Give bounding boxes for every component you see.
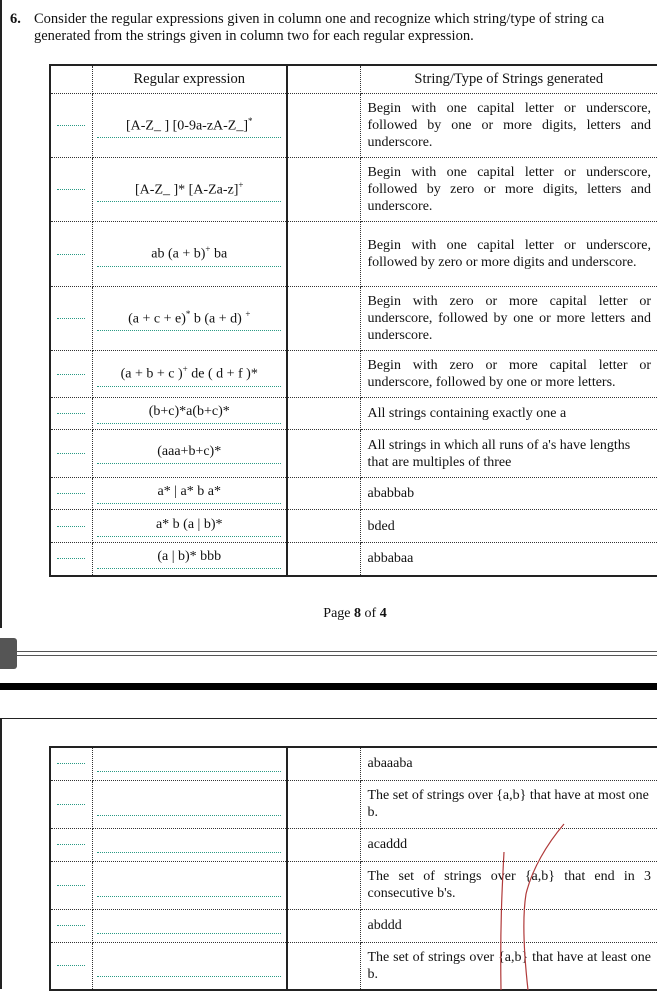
answer-blank-short[interactable] [57, 804, 85, 805]
exam-page-lower [0, 718, 657, 989]
answer-blank-short[interactable] [57, 925, 85, 926]
blank-cell [287, 287, 360, 351]
table-row [50, 510, 657, 543]
answer-blank-short[interactable] [57, 125, 85, 126]
blank-cell [287, 909, 360, 942]
answer-blank-long[interactable] [97, 463, 281, 464]
description-cell: bded [360, 510, 657, 543]
description-cell: ababbab [360, 478, 657, 510]
answer-blank-short[interactable] [57, 189, 85, 190]
regex-cell: [A-Z_ ]* [A-Za-z]+ [92, 158, 287, 222]
answer-blank-long[interactable] [97, 536, 281, 537]
description-cell: Begin with zero or more capital letter or underscore, followed by one or more letters and underscore. [360, 287, 657, 351]
regex-cell: (aaa+b+c)* [92, 430, 287, 478]
description-cell: Begin with zero or more capital letter or underscore, followed by one or more letters. [360, 351, 657, 398]
table-row [50, 351, 657, 398]
table-row [50, 828, 657, 861]
answer-blank-long[interactable] [97, 815, 281, 816]
regex-table [49, 64, 657, 577]
answer-blank-short[interactable] [57, 413, 85, 414]
answer-blank-short[interactable] [57, 965, 85, 966]
question-text-line2: generated from the strings given in column two for each regular expression. [34, 28, 474, 44]
answer-blank-long[interactable] [97, 201, 281, 202]
blank-cell [287, 543, 360, 576]
answer-blank-short[interactable] [57, 374, 85, 375]
answer-blank-short[interactable] [57, 526, 85, 527]
page-tab-handle[interactable] [0, 638, 17, 669]
page-divider-thin [17, 651, 657, 652]
answer-blank-short[interactable] [57, 558, 85, 559]
table-row [50, 222, 657, 287]
blank-cell [287, 510, 360, 543]
question-6 [10, 11, 657, 45]
table-row [50, 747, 657, 780]
description-cell: The set of strings over {a,b} that end in 3 consecutive b's. [360, 861, 657, 909]
table-row [50, 543, 657, 576]
blank-cell [287, 351, 360, 398]
answer-blank-short[interactable] [57, 493, 85, 494]
description-cell: The set of strings over {a,b} that have at least one b. [360, 942, 657, 990]
table-row [50, 909, 657, 942]
table-row [50, 861, 657, 909]
blank-cell [287, 94, 360, 158]
answer-blank-long[interactable] [97, 568, 281, 569]
regex-cell: (a + b + c )+ de ( d + f )* [92, 351, 287, 398]
table-row [50, 94, 657, 158]
answer-blank-short[interactable] [57, 254, 85, 255]
regex-cell: (b+c)*a(b+c)* [92, 398, 287, 430]
table-row [50, 942, 657, 990]
blank-cell [287, 158, 360, 222]
answer-blank-long[interactable] [97, 933, 281, 934]
description-cell: abaaaba [360, 747, 657, 780]
description-cell: Begin with one capital letter or underscore, followed by one or more digits, letters and underscore. [360, 94, 657, 158]
question-text-line1: Consider the regular expressions given in column one and recognize which string/type of string ca [34, 11, 605, 27]
regex-cell: a* b (a | b)* [92, 510, 287, 543]
regex-table-continued [49, 746, 657, 991]
table-row [50, 287, 657, 351]
regex-cell: [A-Z_ ] [0-9a-zA-Z_]* [92, 94, 287, 158]
table-header-row [50, 65, 657, 94]
answer-blank-short[interactable] [57, 453, 85, 454]
description-cell: All strings in which all runs of a's have lengths that are multiples of three [360, 430, 657, 478]
blank-cell [287, 478, 360, 510]
answer-blank-long[interactable] [97, 137, 281, 138]
table-row [50, 478, 657, 510]
answer-blank-long[interactable] [97, 976, 281, 977]
answer-blank-long[interactable] [97, 386, 281, 387]
header-regex: Regular expression [92, 65, 287, 94]
regex-cell: a* | a* b a* [92, 478, 287, 510]
page-number: Page 8 of 4 [323, 606, 387, 621]
table-row [50, 158, 657, 222]
description-cell: Begin with one capital letter or underscore, followed by zero or more digits, letters and underscore. [360, 158, 657, 222]
answer-blank-long[interactable] [97, 896, 281, 897]
answer-blank-long[interactable] [97, 330, 281, 331]
answer-blank-short[interactable] [57, 844, 85, 845]
answer-blank-long[interactable] [97, 266, 281, 267]
answer-blank-short[interactable] [57, 885, 85, 886]
blank-cell [287, 828, 360, 861]
table-row [50, 430, 657, 478]
page-divider-thick [0, 683, 657, 690]
blank-cell [287, 398, 360, 430]
question-number: 6. [10, 11, 21, 27]
header-blank-2 [287, 65, 360, 94]
blank-cell [287, 222, 360, 287]
description-cell: abbabaa [360, 543, 657, 576]
answer-blank-long[interactable] [97, 503, 281, 504]
answer-blank-long[interactable] [97, 771, 281, 772]
description-cell: All strings containing exactly one a [360, 398, 657, 430]
regex-cell: (a + c + e)* b (a + d) + [92, 287, 287, 351]
header-strings: String/Type of Strings generated [360, 65, 657, 94]
description-cell: The set of strings over {a,b} that have at most one b. [360, 780, 657, 828]
regex-cell: (a | b)* bbb [92, 543, 287, 576]
answer-blank-long[interactable] [97, 423, 281, 424]
regex-cell: ab (a + b)+ ba [92, 222, 287, 287]
blank-cell [287, 780, 360, 828]
blank-cell [287, 747, 360, 780]
answer-blank-long[interactable] [97, 852, 281, 853]
description-cell: acaddd [360, 828, 657, 861]
answer-blank-short[interactable] [57, 763, 85, 764]
header-blank-1 [50, 65, 92, 94]
answer-blank-short[interactable] [57, 318, 85, 319]
blank-cell [287, 861, 360, 909]
description-cell: abddd [360, 909, 657, 942]
description-cell: Begin with one capital letter or underscore, followed by zero or more digits and underscore. [360, 222, 657, 287]
table-row [50, 780, 657, 828]
table-row [50, 398, 657, 430]
blank-cell [287, 942, 360, 990]
blank-cell [287, 430, 360, 478]
page-divider-thin [17, 655, 657, 656]
